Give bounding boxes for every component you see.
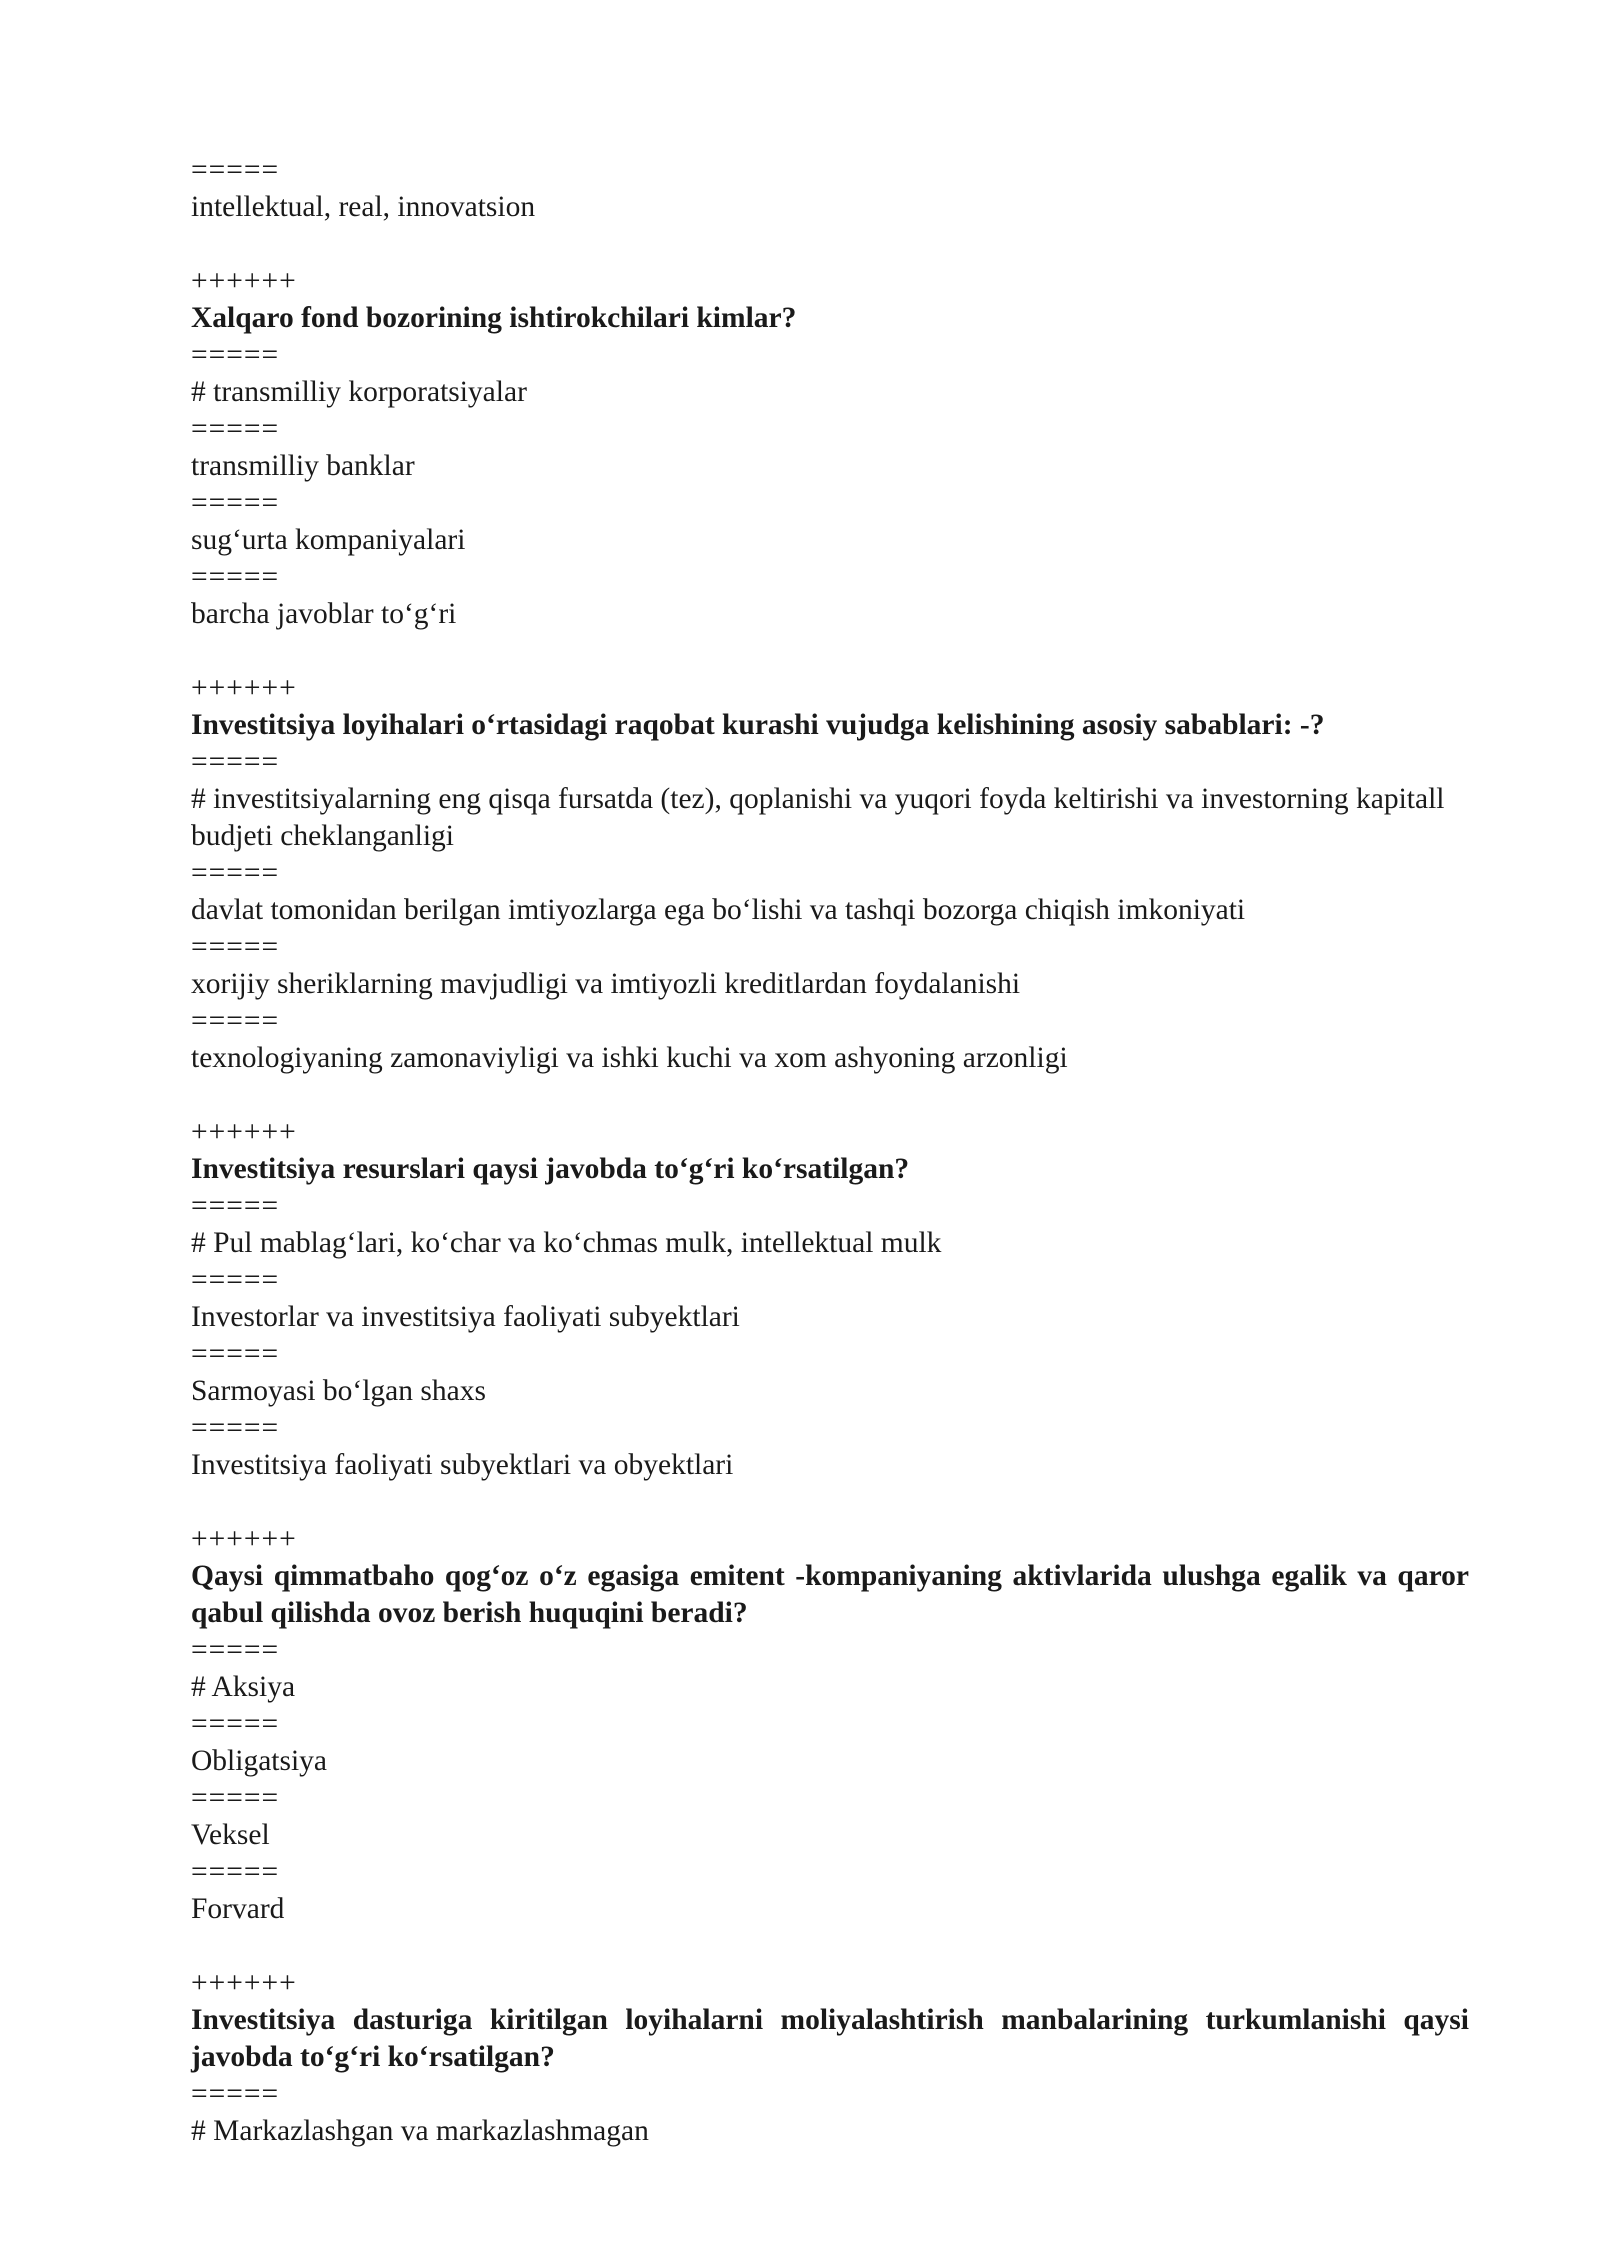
answer-separator: ===== [191,339,280,371]
question-block [191,226,1469,633]
answer-separator: ===== [191,413,280,445]
answer-separator: ===== [191,154,280,186]
question-block [191,633,1469,1077]
answer-option: Veksel [191,1819,270,1851]
answer-separator: ===== [191,1338,280,1370]
answer-option: # Aksiya [191,1671,296,1703]
document-page [191,152,1477,2150]
answer-option: sug‘urta kompaniyalari [191,524,466,556]
answer-separator: ===== [191,1005,280,1037]
answer-option: Obligatsiya [191,1745,328,1777]
answer-option: Investitsiya faoliyati subyektlari va obyektlari [191,1449,734,1481]
block-spacer [191,226,1469,263]
block-spacer [191,633,1469,670]
question-list [191,226,1477,2150]
answer-option: # Pul mablag‘lari, ko‘char va ko‘chmas mulk, intellektual mulk [191,1227,942,1259]
answer-separator: ===== [191,1634,280,1666]
question-marker: ++++++ [191,1523,297,1555]
answer-option: Investorlar va investitsiya faoliyati subyektlari [191,1301,740,1333]
block-spacer [191,1077,1469,1114]
answer-option: transmilliy banklar [191,450,415,482]
answer-separator: ===== [191,1782,280,1814]
answer-option: davlat tomonidan berilgan imtiyozlarga ega bo‘lishi va tashqi bozorga chiqish imkoniyati [191,894,1246,926]
question-text: Investitsiya loyihalari o‘rtasidagi raqobat kurashi vujudga kelishining asosiy sabablari: -? [191,709,1325,741]
answer-option: texnologiyaning zamonaviyligi va ishki kuchi va xom ashyoning arzonligi [191,1042,1068,1074]
question-marker: ++++++ [191,265,297,297]
question-text: Investitsiya resurslari qaysi javobda to‘g‘ri ko‘rsatilgan? [191,1153,910,1185]
answer-option: # transmilliy korporatsiyalar [191,376,527,408]
question-text: Qaysi qimmatbaho qog‘oz o‘z egasiga emitent -kompaniyaning aktivlarida ulushga egalik va qaror qabul qilishda ovoz berish huquqini beradi? [191,1560,1477,1629]
question-block [191,1077,1469,1484]
question-text: Xalqaro fond bozorining ishtirokchilari kimlar? [191,302,797,334]
answer-separator: ===== [191,931,280,963]
answer-separator: ===== [191,746,280,778]
answer-option: Forvard [191,1893,285,1925]
answer-separator: ===== [191,1190,280,1222]
answer-separator: ===== [191,1264,280,1296]
answer-separator: ===== [191,1708,280,1740]
question-marker: ++++++ [191,1116,297,1148]
question-block [191,1484,1477,1928]
question-marker: ++++++ [191,1967,297,1999]
answer-separator: ===== [191,561,280,593]
question-block [191,1928,1477,2150]
answer-separator: ===== [191,857,280,889]
answer-separator: ===== [191,2078,280,2110]
block-spacer [191,1928,1469,1965]
answer-option: intellektual, real, innovatsion [191,191,536,223]
answer-option: # investitsiyalarning eng qisqa fursatda (tez), qoplanishi va yuqori foyda keltirishi va investorning kapitall budjeti cheklanganligi [191,783,1452,852]
answer-separator: ===== [191,487,280,519]
answer-option: Sarmoyasi bo‘lgan shaxs [191,1375,486,1407]
block-spacer [191,1484,1469,1521]
answer-option: xorijiy sheriklarning mavjudligi va imtiyozli kreditlardan foydalanishi [191,968,1021,1000]
question-text: Investitsiya dasturiga kiritilgan loyihalarni moliyalashtirish manbalarining turkumlanishi qaysi javobda to‘g‘ri ko‘rsatilgan? [191,2004,1477,2073]
question-marker: ++++++ [191,672,297,704]
answer-separator: ===== [191,1412,280,1444]
answer-separator: ===== [191,1856,280,1888]
answer-option: barcha javoblar to‘g‘ri [191,598,457,630]
answer-option: # Markazlashgan va markazlashmagan [191,2115,649,2147]
